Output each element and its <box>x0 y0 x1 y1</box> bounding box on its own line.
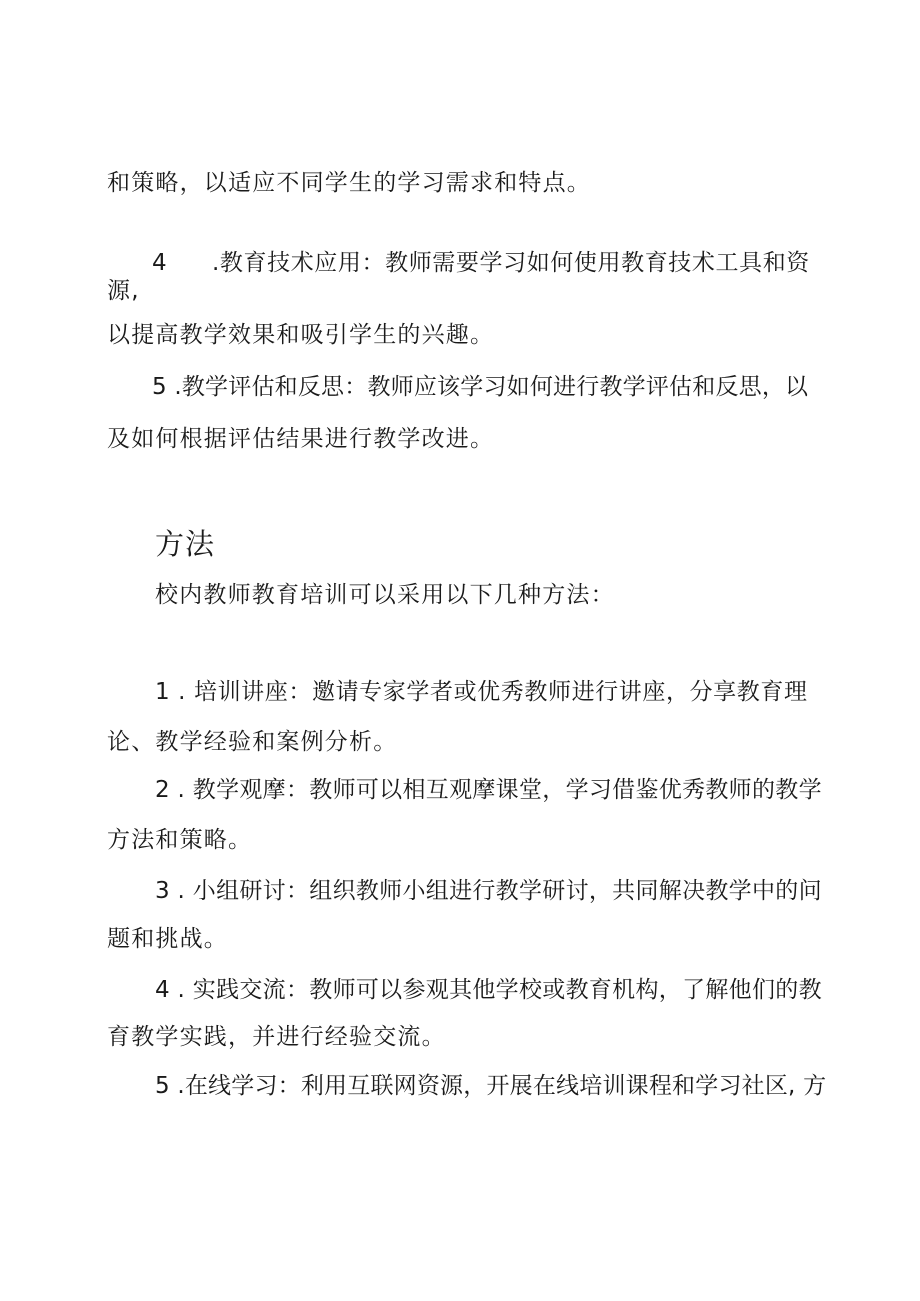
method-2-line-2: 方法和策略。 <box>107 827 253 853</box>
method-1-line-1: 1 . 培训讲座：邀请专家学者或优秀教师进行讲座，分享教育理 <box>155 679 808 705</box>
method-3-line-2: 题和挑战。 <box>107 926 228 952</box>
method-2-line-1: 2 . 教学观摩：教师可以相互观摩课堂，学习借鉴优秀教师的教学 <box>155 777 822 803</box>
item-4-line-2: 以提高教学效果和吸引学生的兴趣。 <box>107 322 495 348</box>
method-4-line-1: 4 . 实践交流：教师可以参观其他学校或教育机构，了解他们的教 <box>155 977 822 1003</box>
item-5-line-1: 5 .教学评估和反思：教师应该学习如何进行教学评估和反思，以 <box>152 374 809 400</box>
continuation-line: 和策略，以适应不同学生的学习需求和特点。 <box>107 170 591 196</box>
method-4-line-2: 育教学实践，并进行经验交流。 <box>107 1024 446 1050</box>
methods-intro: 校内教师教育培训可以采用以下几种方法： <box>155 582 615 608</box>
method-5-line-1: 5 .在线学习：利用互联网资源，开展在线培训课程和学习社区, 方 <box>155 1073 827 1099</box>
method-1-line-2: 论、教学经验和案例分析。 <box>107 729 398 755</box>
item-5-line-2: 及如何根据评估结果进行教学改进。 <box>107 426 495 452</box>
item-4-line-1: .教育技术应用：教师需要学习如何使用教育技术工具和资 <box>212 250 810 276</box>
method-3-line-1: 3 . 小组研讨：组织教师小组进行教学研讨，共同解决教学中的问 <box>155 878 822 904</box>
item-4-number: 4 <box>152 250 168 276</box>
item-4-line-1-wrap: 源, <box>107 278 140 304</box>
methods-heading: 方法 <box>155 527 216 561</box>
